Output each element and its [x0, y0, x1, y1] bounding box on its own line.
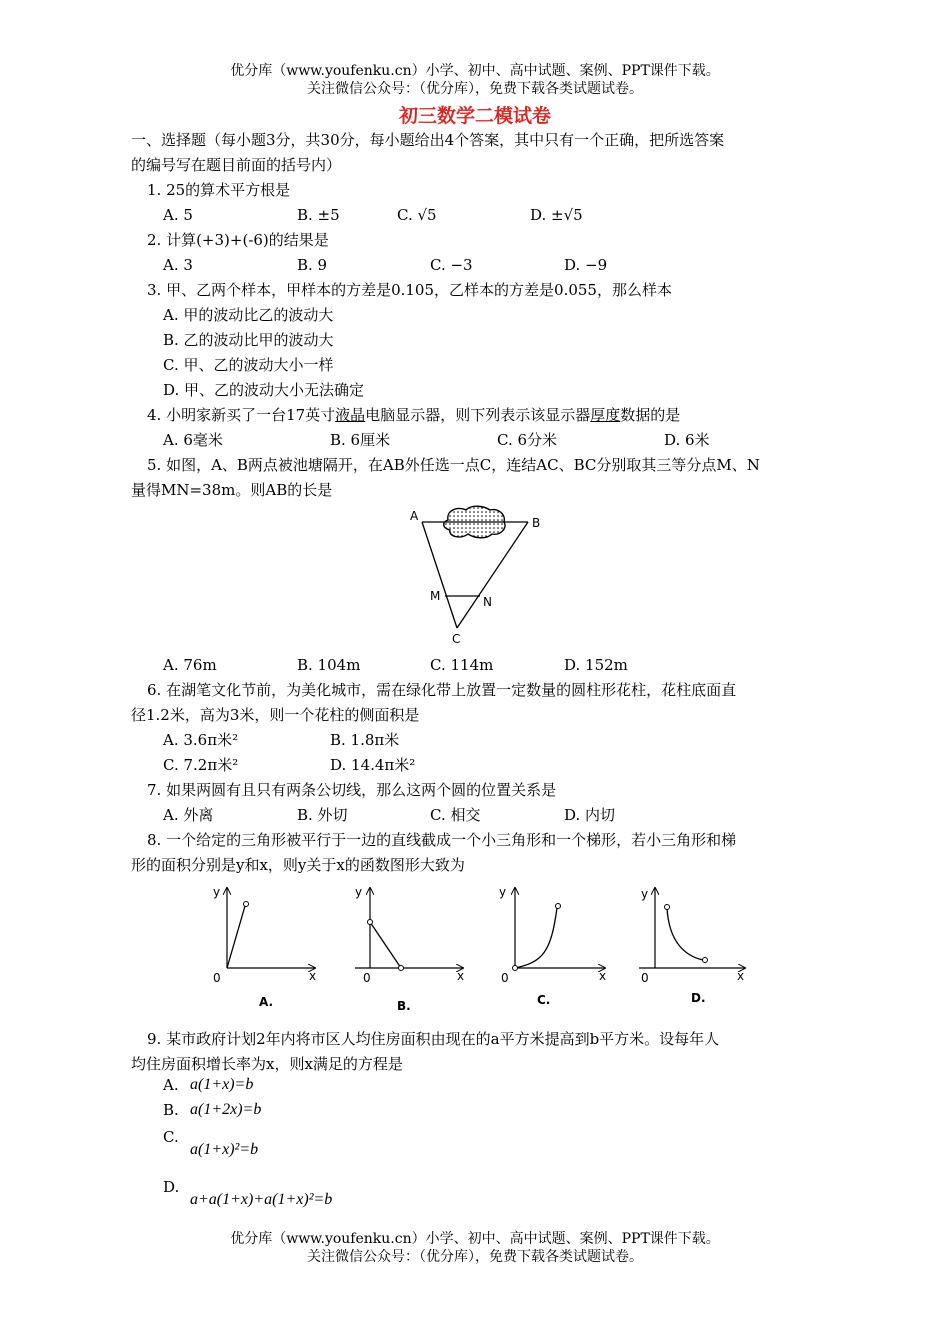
q9-option-c-label: C.: [163, 1128, 179, 1146]
q9-option-c: a(1+x)²=b: [190, 1141, 259, 1158]
q3-option-c: C. 甲、乙的波动大小一样: [163, 356, 334, 374]
exam-title: 初三数学二模试卷: [398, 105, 551, 127]
q1-option-b: B. ±5: [297, 206, 340, 224]
graph-d-y-label: y: [641, 887, 649, 901]
q9-option-a-label: A.: [163, 1076, 179, 1094]
q7-option-d: D. 内切: [564, 806, 616, 824]
header-line-1: 优分库（www.youfenku.cn）小学、初中、高中试题、案例、PPT课件下载。: [230, 63, 720, 79]
point-a-label: A: [410, 509, 419, 523]
graph-d: [639, 887, 745, 1005]
q4-option-b: B. 6厘米: [330, 431, 391, 449]
q9-stem-1: 9. 某市政府计划2年内将市区人均住房面积由现在的a平方米提高到b平方米。设每年人: [147, 1030, 720, 1048]
graph-b-label: B.: [397, 999, 411, 1013]
q5-option-c: C. 114m: [430, 656, 494, 674]
q2-option-c: C. −3: [430, 256, 473, 274]
graph-a-origin: 0: [213, 971, 221, 985]
footer-line-1: 优分库（www.youfenku.cn）小学、初中、高中试题、案例、PPT课件下载。: [230, 1231, 720, 1247]
q4-option-c: C. 6分米: [497, 431, 558, 449]
q3-option-b: B. 乙的波动比甲的波动大: [163, 331, 334, 349]
graph-a-label: A.: [259, 995, 274, 1009]
q1-stem: 1. 25的算术平方根是: [147, 181, 291, 199]
q4-option-a: A. 6毫米: [163, 431, 223, 449]
q3-option-d: D. 甲、乙的波动大小无法确定: [163, 381, 365, 399]
q7-option-a: A. 外离: [163, 806, 214, 824]
q6-option-a: A. 3.6π米²: [163, 731, 239, 749]
q6-option-b: B. 1.8π米: [330, 731, 400, 749]
graph-d-origin: 0: [641, 971, 649, 985]
q6-option-d: D. 14.4π米²: [330, 756, 416, 774]
q9-option-d: a+a(1+x)+a(1+x)²=b: [190, 1191, 333, 1208]
graph-d-x-label: x: [737, 969, 745, 983]
q6-stem-2: 径1.2米，高为3米，则一个花柱的侧面积是: [131, 706, 420, 724]
segment-ac: [422, 522, 457, 628]
q1-option-c: C. √5: [397, 206, 437, 224]
section-instructions-1: 一、选择题（每小题3分，共30分，每小题给出4个答案，其中只有一个正确，把所选答案: [131, 131, 725, 149]
point-b-label: B: [532, 516, 541, 530]
q2-option-a: A. 3: [163, 256, 193, 274]
graph-b: [355, 885, 464, 1013]
q3-option-a: A. 甲的波动比乙的波动大: [163, 306, 334, 324]
graph-a-x-label: x: [309, 969, 317, 983]
q9-stem-2: 均住房面积增长率为x，则x满足的方程是: [131, 1055, 403, 1073]
q2-option-d: D. −9: [564, 256, 608, 274]
q5-stem-2: 量得MN=38m。则AB的长是: [131, 481, 333, 499]
q7-stem: 7. 如果两圆有且只有两条公切线，那么这两个圆的位置关系是: [147, 781, 557, 799]
q5-option-a: A. 76m: [163, 656, 217, 674]
point-n-label: N: [483, 595, 492, 609]
graph-c-x-label: x: [599, 969, 607, 983]
header-line-2: 关注微信公众号：（优分库），免费下载各类试题试卷。: [307, 81, 643, 97]
q3-stem: 3. 甲、乙两个样本，甲样本的方差是0.105，乙样本的方差是0.055，那么样本: [147, 281, 672, 299]
graph-c-origin: 0: [501, 971, 509, 985]
section-instructions-2: 的编号写在题目前面的括号内）: [131, 156, 342, 174]
graph-a: [213, 885, 316, 1009]
graph-d-label: D.: [691, 991, 706, 1005]
segment-bc: [457, 522, 528, 628]
q9-option-b-label: B.: [163, 1101, 179, 1119]
q7-option-b: B. 外切: [297, 806, 348, 824]
q9-option-d-label: D.: [163, 1178, 180, 1196]
graph-c-label: C.: [537, 993, 551, 1007]
q4-stem: 4. 小明家新买了一台17英寸液晶电脑显示器，则下列表示该显示器厚度数据的是: [147, 406, 681, 424]
graph-a-y-label: y: [213, 885, 221, 899]
q2-stem: 2. 计算(+3)+(-6)的结果是: [147, 231, 329, 249]
graph-b-origin: 0: [363, 971, 371, 985]
q1-option-a: A. 5: [163, 206, 193, 224]
graph-c-y-label: y: [499, 885, 507, 899]
q4-option-d: D. 6米: [664, 431, 710, 449]
q8-stem-1: 8. 一个给定的三角形被平行于一边的直线截成一个小三角形和一个梯形，若小三角形和梯: [147, 831, 737, 849]
q5-option-d: D. 152m: [564, 656, 628, 674]
pond-triangle-figure: [400, 502, 560, 648]
q5-stem-1: 5. 如图，A、B两点被池塘隔开，在AB外任选一点C，连结AC、BC分别取其三等分点M、N: [147, 456, 760, 474]
q1-option-d: D. ±√5: [530, 206, 583, 224]
q6-option-c: C. 7.2π米²: [163, 756, 239, 774]
graph-c: [499, 885, 606, 1007]
q5-option-b: B. 104m: [297, 656, 361, 674]
graph-b-x-label: x: [457, 969, 465, 983]
point-c-label: C: [452, 632, 461, 646]
footer-line-2: 关注微信公众号：（优分库），免费下载各类试题试卷。: [307, 1249, 643, 1265]
q2-option-b: B. 9: [297, 256, 328, 274]
q6-stem-1: 6. 在湖笔文化节前，为美化城市，需在绿化带上放置一定数量的圆柱形花柱，花柱底面直: [147, 681, 737, 699]
graph-b-y-label: y: [355, 885, 363, 899]
q8-stem-2: 形的面积分别是y和x，则y关于x的函数图形大致为: [131, 856, 465, 874]
q9-option-b: a(1+2x)=b: [190, 1101, 262, 1118]
q8-graphs-figure: [195, 882, 755, 1018]
q7-option-c: C. 相交: [430, 806, 481, 824]
q9-option-a: a(1+x)=b: [190, 1076, 254, 1093]
point-m-label: M: [430, 589, 441, 603]
